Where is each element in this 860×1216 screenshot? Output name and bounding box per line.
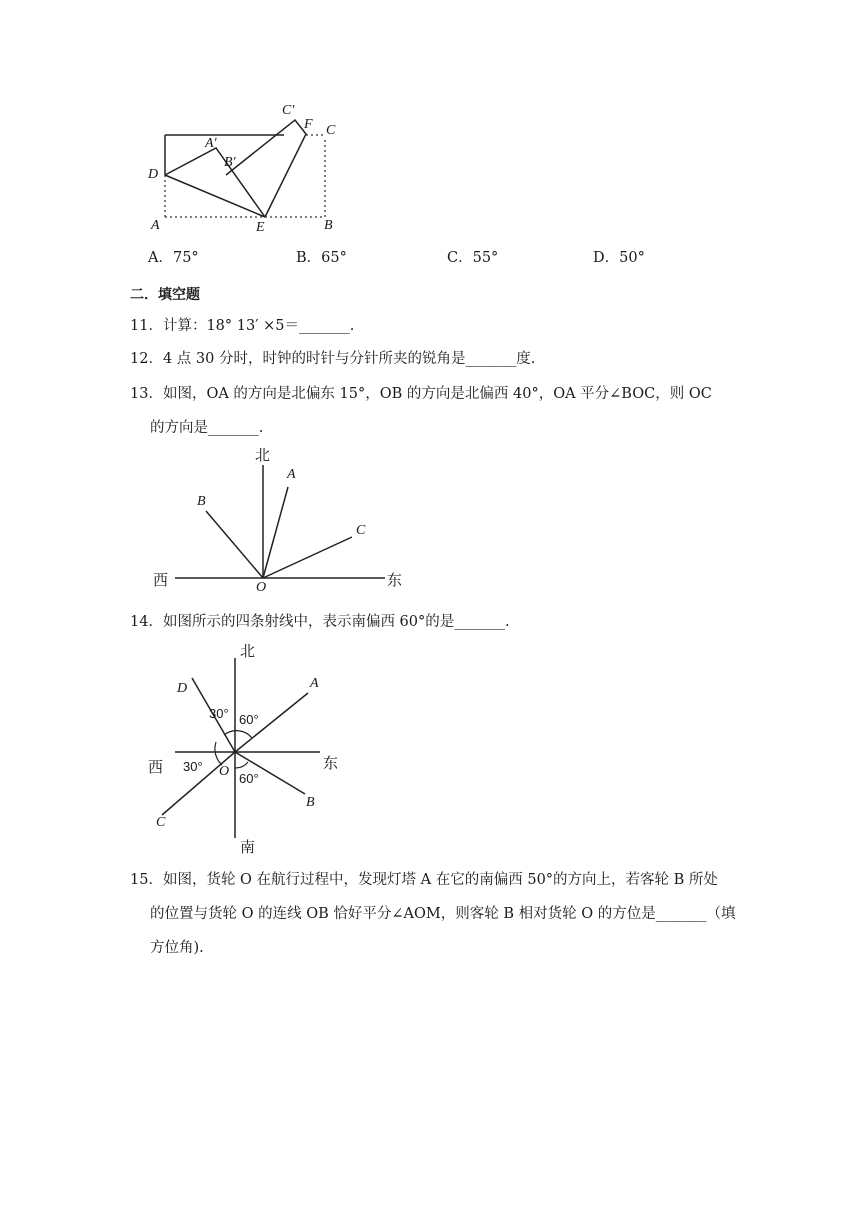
option-d: D．50°	[593, 250, 645, 266]
option-c: C．55°	[447, 250, 499, 266]
label-north: 北	[240, 642, 256, 660]
question-15-line1: 15．如图，货轮 O 在航行过程中，发现灯塔 A 在它的南偏西 50°的方向上，若客轮 B 所处	[130, 872, 718, 888]
angle-north-d: 30°	[209, 706, 229, 721]
label-b: B	[324, 218, 333, 233]
label-west: 西	[153, 571, 169, 589]
label-east: 东	[323, 754, 339, 772]
option-b: B．65°	[296, 250, 347, 266]
question-14: 14．如图所示的四条射线中，表示南偏西 60°的是_______.	[130, 614, 510, 630]
question-15-line2: 的位置与货轮 O 的连线 OB 恰好平分∠AOM，则客轮 B 相对货轮 O 的方位是_______（填	[150, 906, 736, 922]
label-f: F	[304, 117, 313, 132]
section-title: 二．填空题	[130, 287, 200, 303]
angle-west-c: 30°	[183, 759, 203, 774]
label-south: 南	[240, 838, 256, 856]
question-12: 12．4 点 30 分时，时钟的时针与分针所夹的锐角是_______度.	[130, 351, 536, 367]
label-e: E	[256, 220, 265, 235]
label-d: D	[177, 681, 188, 696]
label-a-prime: A′	[205, 136, 217, 151]
label-o: O	[219, 764, 230, 779]
question-11: 11．计算：18° 13′ ×5＝_______.	[130, 318, 355, 334]
label-a: A	[151, 218, 160, 233]
label-c: C	[356, 523, 366, 538]
label-a: A	[310, 676, 319, 691]
label-east: 东	[387, 571, 403, 589]
angle-south-b: 60°	[239, 771, 259, 786]
label-c-prime: C′	[282, 103, 295, 118]
angle-north-a: 60°	[239, 712, 259, 727]
label-b-prime: B′	[224, 155, 236, 170]
label-d: D	[148, 167, 159, 182]
label-b: B	[197, 494, 206, 509]
question-13-line2: 的方向是_______.	[150, 420, 264, 436]
label-b: B	[306, 795, 315, 810]
label-a: A	[287, 467, 296, 482]
label-c: C	[156, 815, 166, 830]
label-north: 北	[255, 446, 271, 464]
option-a: A．75°	[148, 250, 199, 266]
label-c: C	[326, 123, 336, 138]
question-13-line1: 13．如图，OA 的方向是北偏东 15°，OB 的方向是北偏西 40°，OA 平分∠BOC，则 OC	[130, 386, 712, 402]
question-15-line3: 方位角).	[150, 940, 204, 956]
label-west: 西	[148, 758, 164, 776]
label-o: O	[256, 580, 267, 595]
